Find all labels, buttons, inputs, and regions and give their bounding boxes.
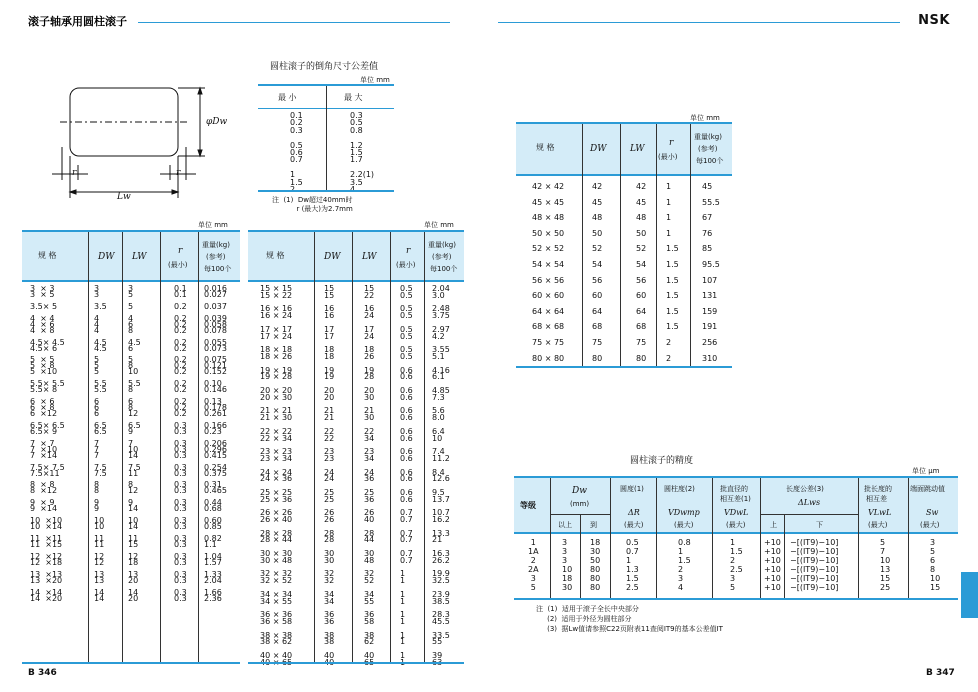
spec-header: 规 格	[38, 251, 57, 260]
table-b-spec-col: 15 × 15 15 × 22 16 × 16 16 × 24 17 × 17 17 × 24 18 × 18 18 × 26 19 × 19 19 × 28 20 × 20 20 × 30 21 × 21 21 × 30 22 × 22 22 × 34 23 × 23 23 × 34 24 × 24 24 × 36 25 × 25 25 × 36 26 × 26 26 × 40 28 × 28 28 × 44 30 × 30 30 × 48 32 × 32 32 × 52 34 × 34 34 × 55 36 × 36 36 × 58 38 × 38 38 × 62 40 × 40	[260, 284, 293, 661]
length-tolerance-header: 长度公差(3)	[786, 485, 824, 493]
weight-per100-header: 每100个	[696, 157, 724, 165]
dw-cell: 80	[592, 353, 603, 363]
lw-cell: 68	[636, 322, 647, 332]
table-row	[516, 180, 732, 194]
table-row	[516, 289, 732, 303]
dimension-table-b	[248, 230, 464, 664]
spec-cell: 60 × 60	[532, 291, 565, 301]
spec-cell: 45 × 45	[532, 197, 565, 207]
dw-header: DW	[590, 144, 607, 154]
roundness-col: 0.5 0.7 1 1.3 1.5 2.5	[626, 538, 639, 592]
weight-ref-header: (参考)	[206, 253, 226, 261]
r-cell: 1	[666, 197, 672, 207]
r-cell: 1.5	[666, 322, 679, 332]
r-header: r	[406, 246, 411, 256]
lw-cell: 60	[636, 291, 647, 301]
lw-cell: 45	[636, 197, 647, 207]
header-divider-left	[138, 22, 450, 23]
spec-cell: 80 × 80	[532, 353, 565, 363]
spec-cell: 68 × 68	[532, 322, 565, 332]
batch-diameter-symbol: VDwL	[724, 508, 749, 517]
lw-cell: 75	[636, 338, 647, 347]
face-runout-symbol: Sw	[926, 508, 939, 517]
lw-cell: 80	[636, 353, 647, 363]
precision-table	[514, 476, 958, 600]
chamfer-table-unit: 单位 mm	[360, 76, 390, 84]
lw-header: LW	[362, 252, 377, 262]
r-right-label: r	[176, 168, 181, 178]
length-lower-col: −[(IT9)−10] −[(IT9)−10] −[(IT9)−10] −[(IT9)−10] −[(IT9)−10] −[(IT9)−10]	[790, 538, 839, 592]
weight-cell: 256	[702, 338, 718, 347]
length-tolerance-symbol: ΔLws	[798, 498, 821, 507]
weight-per100-header: 每100个	[430, 265, 458, 273]
dw-cell: 75	[592, 338, 603, 347]
weight-per100-header: 每100个	[204, 265, 232, 273]
precision-table-unit: 单位 μm	[912, 467, 940, 475]
r-cell: 1.5	[666, 244, 679, 254]
spec-cell: 52 × 52	[532, 244, 565, 254]
dw-cell: 48	[592, 213, 603, 223]
weight-cell: 67	[702, 213, 713, 223]
r-left-label: r	[72, 168, 77, 178]
table-row	[516, 320, 732, 334]
dw-cell: 60	[592, 291, 603, 301]
above-header: 以上	[558, 521, 572, 529]
lw-length-label: Lw	[117, 192, 131, 202]
weight-cell: 131	[702, 291, 718, 301]
table-row	[516, 352, 732, 366]
dw-cell: 52	[592, 244, 603, 254]
r-cell: 1.5	[666, 306, 679, 316]
face-runout-col: 3 5 6 8 10 15	[930, 538, 941, 592]
batch-diameter-header1: 批直径的	[720, 485, 748, 493]
r-min-header: (最小)	[396, 261, 416, 269]
lw-cell: 42	[636, 182, 647, 191]
table-c-unit: 单位 mm	[690, 114, 720, 122]
weight-header: 重量(kg)	[428, 241, 456, 249]
table-row	[516, 242, 732, 256]
cylindricity-symbol: VDwmp	[668, 508, 700, 517]
weight-header: 重量(kg)	[694, 133, 722, 141]
table-row	[516, 258, 732, 272]
table-a-dw-col: 3 3 3.5 4 4 4 4.5 4.5 5 5 5 5.5 5.5 6 6 6 6.5 6.5 7 7 7 7.5 7.5 8 8 9 9 10 10 11 11 12 12 13 13 14 14	[94, 284, 107, 603]
batch-diameter-col: 1 1.5 2 2.5 3 5	[730, 538, 743, 592]
dw-cell: 42	[592, 182, 603, 191]
face-runout-max: (最大)	[920, 521, 940, 529]
dw-range-unit: (mm)	[570, 500, 590, 508]
dw-cell: 56	[592, 275, 603, 285]
r-cell: 1	[666, 182, 672, 191]
table-b-weight-col: 2.04 3.0 2.48 3.75 2.97 4.2 3.55 5.1 4.16 6.1 4.85 7.3 5.6 8.0 6.4 10 7.4 11.2 8.4 12.6 9.5 13.7 10.7 16.2 13.3 21 16.3 26.2 19.9 32.5 23.9 38.5 28.3 45.5 33.5 55 39	[432, 284, 450, 661]
weight-cell: 85	[702, 244, 713, 254]
dw-cell: 45	[592, 197, 603, 207]
weight-cell: 76	[702, 228, 713, 238]
lw-cell: 50	[636, 228, 647, 238]
weight-cell: 159	[702, 306, 718, 316]
header-divider-right	[498, 22, 900, 23]
length-upper-col: +10 +10 +10 +10 +10 +10	[764, 538, 781, 592]
lw-header: LW	[132, 252, 147, 262]
table-row	[516, 227, 732, 241]
table-a-spec-col: 3 × 3 3 × 5 3.5× 5 4 × 4 4 × 6 4 × 8 4.5× 4.5 4.5× 6 5 × 5 5 × 8 5 ×10 5.5× 5.5 5.5× 8 6 × 6 6 × 8 6 ×12 6.5× 6.5 6.5× 9 7 × 7 7 ×10 7 ×14 7.5× 7.5 7.5×11 8 × 8 8 ×12 9 × 9 9 ×14 10 ×10 10 ×14 11 ×11 11 ×15 12 ×12 12 ×18 13 ×13 13 ×20 14 ×14 14 ×20	[30, 284, 65, 603]
chamfer-table-note: 注 (1) Dw超过40mm时 r (最大)为2.7mm	[272, 196, 353, 213]
batch-length-header2: 相互差	[866, 495, 887, 503]
batch-length-max: (最大)	[868, 521, 888, 529]
chamfer-table	[258, 84, 394, 194]
batch-length-col: 5 7 10 13 15 25	[880, 538, 891, 592]
grade-header: 等级	[520, 501, 536, 510]
brand-logo: NSK	[918, 13, 950, 28]
dw-cell: 68	[592, 322, 603, 332]
to-header: 到	[590, 521, 597, 529]
precision-table-notes: 注 (1) 适用于滚子全长中央部分 (2) 适用于外径为圆柱部分 (3) 据Lw值请参照C22页附表11查阅IT9的基本公差值IT	[536, 605, 723, 633]
batch-length-header1: 批长度的	[864, 485, 892, 493]
chamfer-col-min-header: 最 小	[278, 93, 297, 102]
to-col: 18 30 50 80 80 80	[590, 538, 601, 592]
chamfer-table-title: 圆柱滚子的倒角尺寸公差值	[270, 62, 379, 72]
dw-range-header: Dw	[572, 486, 587, 496]
dimension-table-c	[516, 122, 732, 368]
above-col: 3 3 3 10 18 30	[562, 538, 573, 592]
right-page-number: B 347	[926, 668, 955, 678]
left-page-number: B 346	[28, 668, 57, 678]
r-header: r	[669, 138, 674, 148]
table-b-unit: 单位 mm	[424, 221, 454, 229]
weight-ref-header: (参考)	[432, 253, 452, 261]
table-b-lw-col: 15 22 16 24 17 24 18 26 19 28 20 30 21 30 22 34 23 34 24 36 25 36 26 40 28 44 30 48 32 52 34 55 36 58 38 62 40	[364, 284, 375, 661]
table-a-lw-col: 3 5 5 4 6 8 4.5 6 5 8 10 5.5 8 6 8 12 6.5 9 7 10 14 7.5 11 8 12 9 14 10 14 11 15 12 18 13 20 14 20	[128, 284, 141, 603]
spec-cell: 56 × 56	[532, 275, 565, 285]
spec-cell: 42 × 42	[532, 182, 565, 191]
table-a-weight-col: 0.016 0.027 0.037 0.039 0.058 0.078 0.055 0.073 0.075 0.121 0.152 0.10 0.146 0.13 0.178 0.261 0.166 0.23 0.206 0.296 0.415 0.254 0.375 0.31 0.465 0.44 0.68 0.60 0.85 0.82 1.1 1.04 1.57 1.33 2.04 1.66 2.36	[204, 284, 227, 603]
weight-cell: 310	[702, 353, 718, 363]
cylindricity-col: 0.8 1 1.5 2 3 4	[678, 538, 691, 592]
dw-header: DW	[324, 252, 341, 262]
r-min-header: (最小)	[168, 261, 188, 269]
chamfer-col-max-header: 最 大	[344, 93, 363, 102]
table-a-unit: 单位 mm	[198, 221, 228, 229]
r-cell: 1	[666, 228, 672, 238]
r-cell: 1.5	[666, 260, 679, 269]
table-b-r-col: 0.5 0.5 0.5 0.5 0.5 0.5 0.5 0.5 0.6 0.6 0.6 0.6 0.6 0.6 0.6 0.6 0.6 0.6 0.6 0.6 0.6 0.6 0.7 0.7 0.7 0.7 0.7 0.7 1 1 1 1 1 1 1 1 1	[400, 284, 413, 661]
dw-cell: 50	[592, 228, 603, 238]
table-a-r-col: 0.1 0.1 0.2 0.2 0.2 0.2 0.2 0.2 0.2 0.2 0.2 0.2 0.2 0.2 0.2 0.2 0.3 0.3 0.3 0.3 0.3 0.3 0.3 0.3 0.3 0.3 0.3 0.3 0.3 0.3 0.3 0.3 0.3 0.3 0.3 0.3 0.3	[174, 284, 187, 603]
table-b-dw-col: 15 15 16 16 17 17 18 18 19 19 20 20 21 21 22 22 23 23 24 24 25 25 26 26 28 28 30 30 32 32 34 34 36 36 38 38 40	[324, 284, 335, 661]
lw-cell: 52	[636, 244, 647, 254]
batch-diameter-max: (最大)	[726, 521, 746, 529]
weight-cell: 55.5	[702, 197, 720, 207]
weight-header: 重量(kg)	[202, 241, 230, 249]
table-row	[516, 274, 732, 288]
lw-cell: 56	[636, 275, 647, 285]
r-cell: 2	[666, 353, 672, 363]
cylindricity-header: 圆柱度(2)	[664, 485, 695, 493]
spec-cell: 48 × 48	[532, 213, 565, 223]
r-header: r	[178, 246, 183, 256]
chamfer-min-values: 0.1 0.2 0.3 0.5 0.6 0.7 1 1.5	[290, 111, 303, 187]
grade-col: 1 1A 2 2A 3 5	[528, 538, 539, 592]
weight-cell: 191	[702, 322, 718, 332]
face-runout-header: 端面跳动值	[910, 485, 945, 493]
weight-cell: 107	[702, 275, 718, 285]
batch-length-symbol: VLwL	[868, 508, 892, 517]
dimension-table-a	[22, 230, 240, 664]
precision-table-title: 圆柱滚子的精度	[630, 456, 694, 466]
roller-diagram	[40, 80, 240, 210]
section-tab-marker	[961, 572, 978, 618]
dw-cell: 64	[592, 306, 603, 316]
roundness-header: 圆度(1)	[620, 485, 644, 493]
lw-cell: 48	[636, 213, 647, 223]
lw-header: LW	[630, 144, 645, 154]
spec-cell: 64 × 64	[532, 306, 565, 316]
table-row	[516, 305, 732, 319]
spec-cell: 50 × 50	[532, 228, 565, 238]
weight-cell: 95.5	[702, 260, 720, 269]
roundness-symbol: ΔR	[628, 508, 640, 517]
r-cell: 1.5	[666, 275, 679, 285]
spec-cell: 75 × 75	[532, 338, 565, 347]
roundness-max: (最大)	[624, 521, 644, 529]
r-min-header: (最小)	[658, 153, 678, 161]
r-cell: 2	[666, 338, 672, 347]
length-lower-header: 下	[816, 521, 823, 529]
weight-ref-header: (参考)	[698, 145, 718, 153]
weight-cell: 45	[702, 182, 713, 191]
table-row	[516, 336, 732, 350]
length-upper-header: 上	[770, 521, 777, 529]
spec-header: 规 格	[536, 143, 555, 152]
chamfer-max-values: 0.3 0.5 0.8 1.2 1.5 1.7 2.2(1) 3.5	[350, 111, 375, 187]
dw-header: DW	[98, 252, 115, 262]
table-row	[516, 211, 732, 225]
lw-cell: 54	[636, 260, 647, 269]
table-row	[516, 196, 732, 210]
cylindricity-max: (最大)	[674, 521, 694, 529]
r-cell: 1.5	[666, 291, 679, 301]
dw-cell: 54	[592, 260, 603, 269]
batch-diameter-header2: 相互差(1)	[720, 495, 751, 503]
dw-diameter-label: φDw	[206, 117, 228, 127]
spec-cell: 54 × 54	[532, 260, 565, 269]
lw-cell: 64	[636, 306, 647, 316]
r-cell: 1	[666, 213, 672, 223]
spec-header: 规 格	[266, 251, 285, 260]
page-title: 滚子轴承用圆柱滚子	[28, 15, 127, 28]
